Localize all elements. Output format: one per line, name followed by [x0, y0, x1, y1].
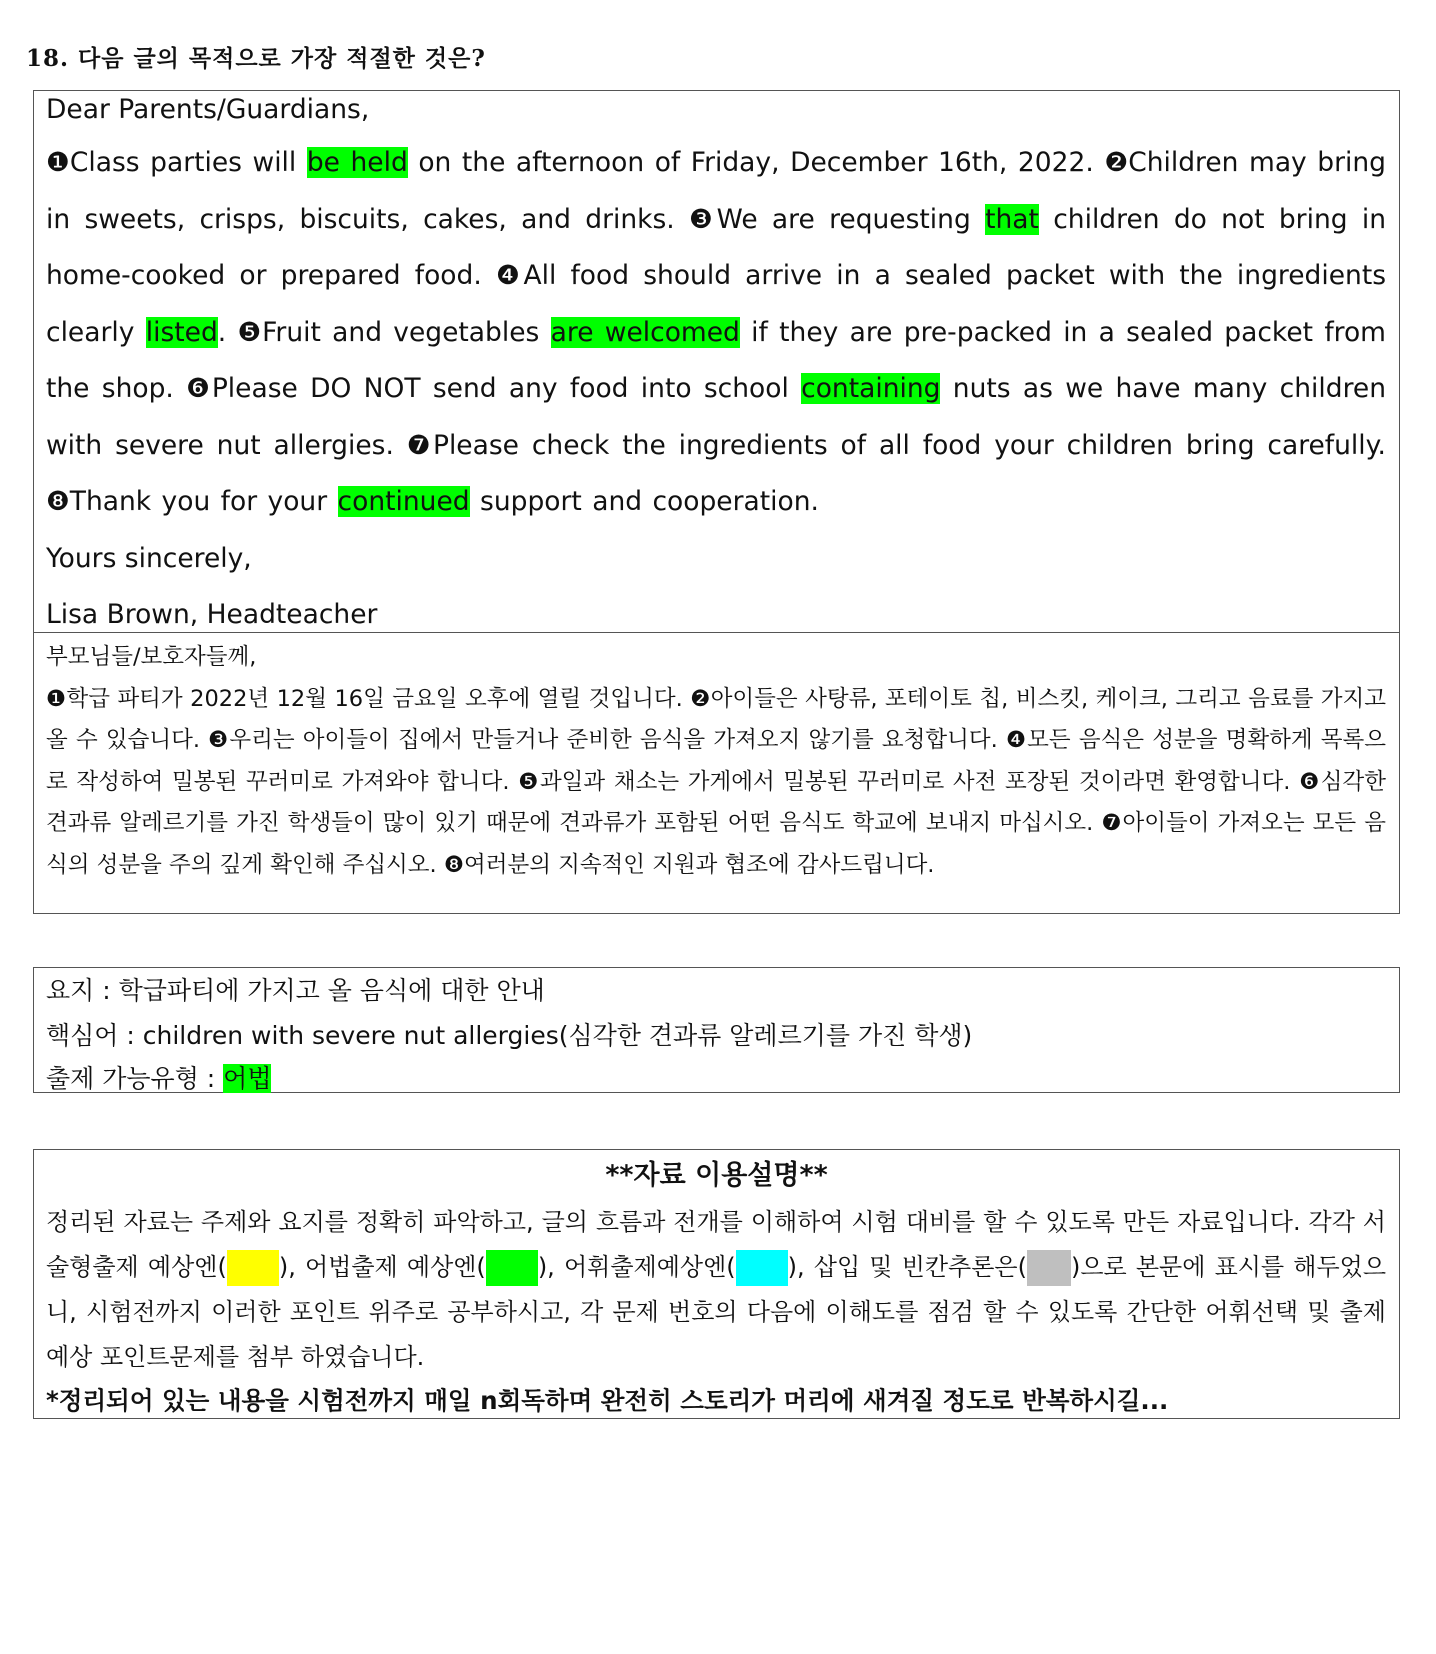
gist-line: 요지 : 학급파티에 가지고 올 음식에 대한 안내 [46, 976, 545, 1005]
sentence-text: on the afternoon of Friday, December 16th, 2022. [407, 147, 1105, 178]
passage-box [33, 90, 1400, 914]
grammar-highlight: listed [145, 316, 218, 348]
info-bold-note: *정리되어 있는 내용을 시험전까지 매일 n회독하며 완전히 스토리가 머리에 새겨질 정도로 반복하시길... [46, 1386, 1169, 1415]
type-value: 어법 [223, 1064, 272, 1093]
sentence-text: Please DO NOT send any food into school [211, 373, 802, 404]
sentence-text: Class parties will [69, 147, 307, 178]
grammar-highlight: that [985, 203, 1039, 235]
letter-greeting: Dear Parents/Guardians, [46, 94, 370, 125]
translation-greeting: 부모님들/보호자들께, [46, 644, 257, 670]
divider [34, 632, 1399, 633]
info-box [33, 1149, 1400, 1419]
grammar-highlight: are welcomed [550, 316, 740, 348]
summary-box [33, 967, 1400, 1093]
info-text-part: 정리된 자료는 주제와 요지를 정확히 파악하고, 글의 흐름과 전개를 이해하여 시험 대비를 할 수 있도록 만든 자료입니다. 각각 서술형출제 예상엔( [46, 1208, 1386, 1281]
sentence-number: ❶ [46, 147, 70, 178]
info-text-part: ), 삽입 및 빈칸추론은( [787, 1253, 1027, 1281]
grammar-color-swatch [486, 1250, 538, 1286]
info-text-part: ), 어법출제 예상엔( [278, 1253, 486, 1281]
grammar-highlight: containing [801, 373, 941, 404]
sentence-number: ❻ [186, 373, 212, 404]
sentence-text: Please check the ingredients of all food your children bring carefully. [432, 429, 1386, 461]
letter-body [46, 135, 1386, 531]
sentence-number: ❷ [1104, 147, 1129, 178]
sentence-number: ❺ [237, 316, 263, 348]
sentence-text: nuts as we have many children with severe nut allergies. [46, 373, 1386, 461]
sentence-number: ❹ [495, 260, 524, 291]
translation-text: ❶학급 파티가 2022년 12월 16일 금요일 오후에 열릴 것입니다. ❷아이들은 사탕류, 포테이토 칩, 비스킷, 케이크, 그리고 음료를 가지고 올 수 있습니다. ❸우리는 아이들이 집에서 만들거나 준비한 음식을 가져오지 않기를 요청합니다. ❹모든 음식은 성분을 명확하게 목록으로 작성하여 밀봉된 꾸러미로 가져와야 합니다. ❺과일과 채소는 가게에서 밀봉된 꾸러미로 사전 포장된 것이라면 환영합니다. ❻심각한 견과류 알레르기를 가진 학생들이 많이 있기 때문에 견과류가 포함된 어떤 음식도 학교에 보내지 마십시오. ❼아이들이 가져오는 모든 음식의 성분을 주의 깊게 확인해 주십시오. ❽여러분의 지속적인 지원과 협조에 감사드립니다. [46, 685, 1386, 878]
letter-closing: Yours sincerely, [46, 543, 252, 574]
grammar-highlight: continued [337, 486, 470, 517]
info-text-part: )으로 본문에 표시를 해두었으니, 시험전까지 이러한 포인트 위주로 공부하시고, 각 문제 번호의 다음에 이해도를 점검 할 수 있도록 간단한 어휘선택 및 출제 예상 포인트문제를 첨부 하였습니다. [46, 1253, 1387, 1371]
info-text-part: ), 어휘출제예상엔( [537, 1253, 736, 1281]
sentence-text: We are requesting [716, 203, 986, 235]
insert-color-swatch [1027, 1250, 1071, 1286]
sentence-text: Thank you for your [69, 486, 338, 517]
type-label: 출제 가능유형 : [46, 1064, 224, 1093]
type-line [46, 1059, 271, 1095]
sentence-text: children do not bring in home-cooked or prepared food. [46, 203, 1387, 291]
keyword-line: 핵심어 : children with severe nut allergies(심각한 견과류 알레르기를 가진 학생) [46, 1021, 973, 1050]
grammar-highlight: be held [306, 147, 408, 178]
sentence-text: support and cooperation. [469, 486, 819, 517]
vocab-color-swatch [736, 1250, 788, 1286]
sentence-text: Fruit and vegetables [262, 316, 551, 348]
sentence-number: ❼ [406, 429, 433, 461]
sentence-number: ❽ [46, 486, 70, 517]
sentence-text: . [217, 316, 238, 348]
info-text [46, 1200, 1386, 1380]
sentence-number: ❸ [689, 203, 717, 235]
essay-color-swatch [227, 1250, 279, 1286]
sentence-text: Children may bring in sweets, crisps, biscuits, cakes, and drinks. [46, 147, 1386, 235]
question-title: 18. 다음 글의 목적으로 가장 적절한 것은? [26, 45, 486, 72]
sentence-text: All food should arrive in a sealed packet with the ingredients clearly [46, 260, 1387, 348]
english-passage [34, 91, 1399, 634]
sentence-text: if they are pre-packed in a sealed packet from the shop. [46, 316, 1386, 404]
letter-signature: Lisa Brown, Headteacher [46, 599, 378, 630]
korean-translation [46, 637, 1386, 886]
info-title: **자료 이용설명** [605, 1160, 828, 1191]
